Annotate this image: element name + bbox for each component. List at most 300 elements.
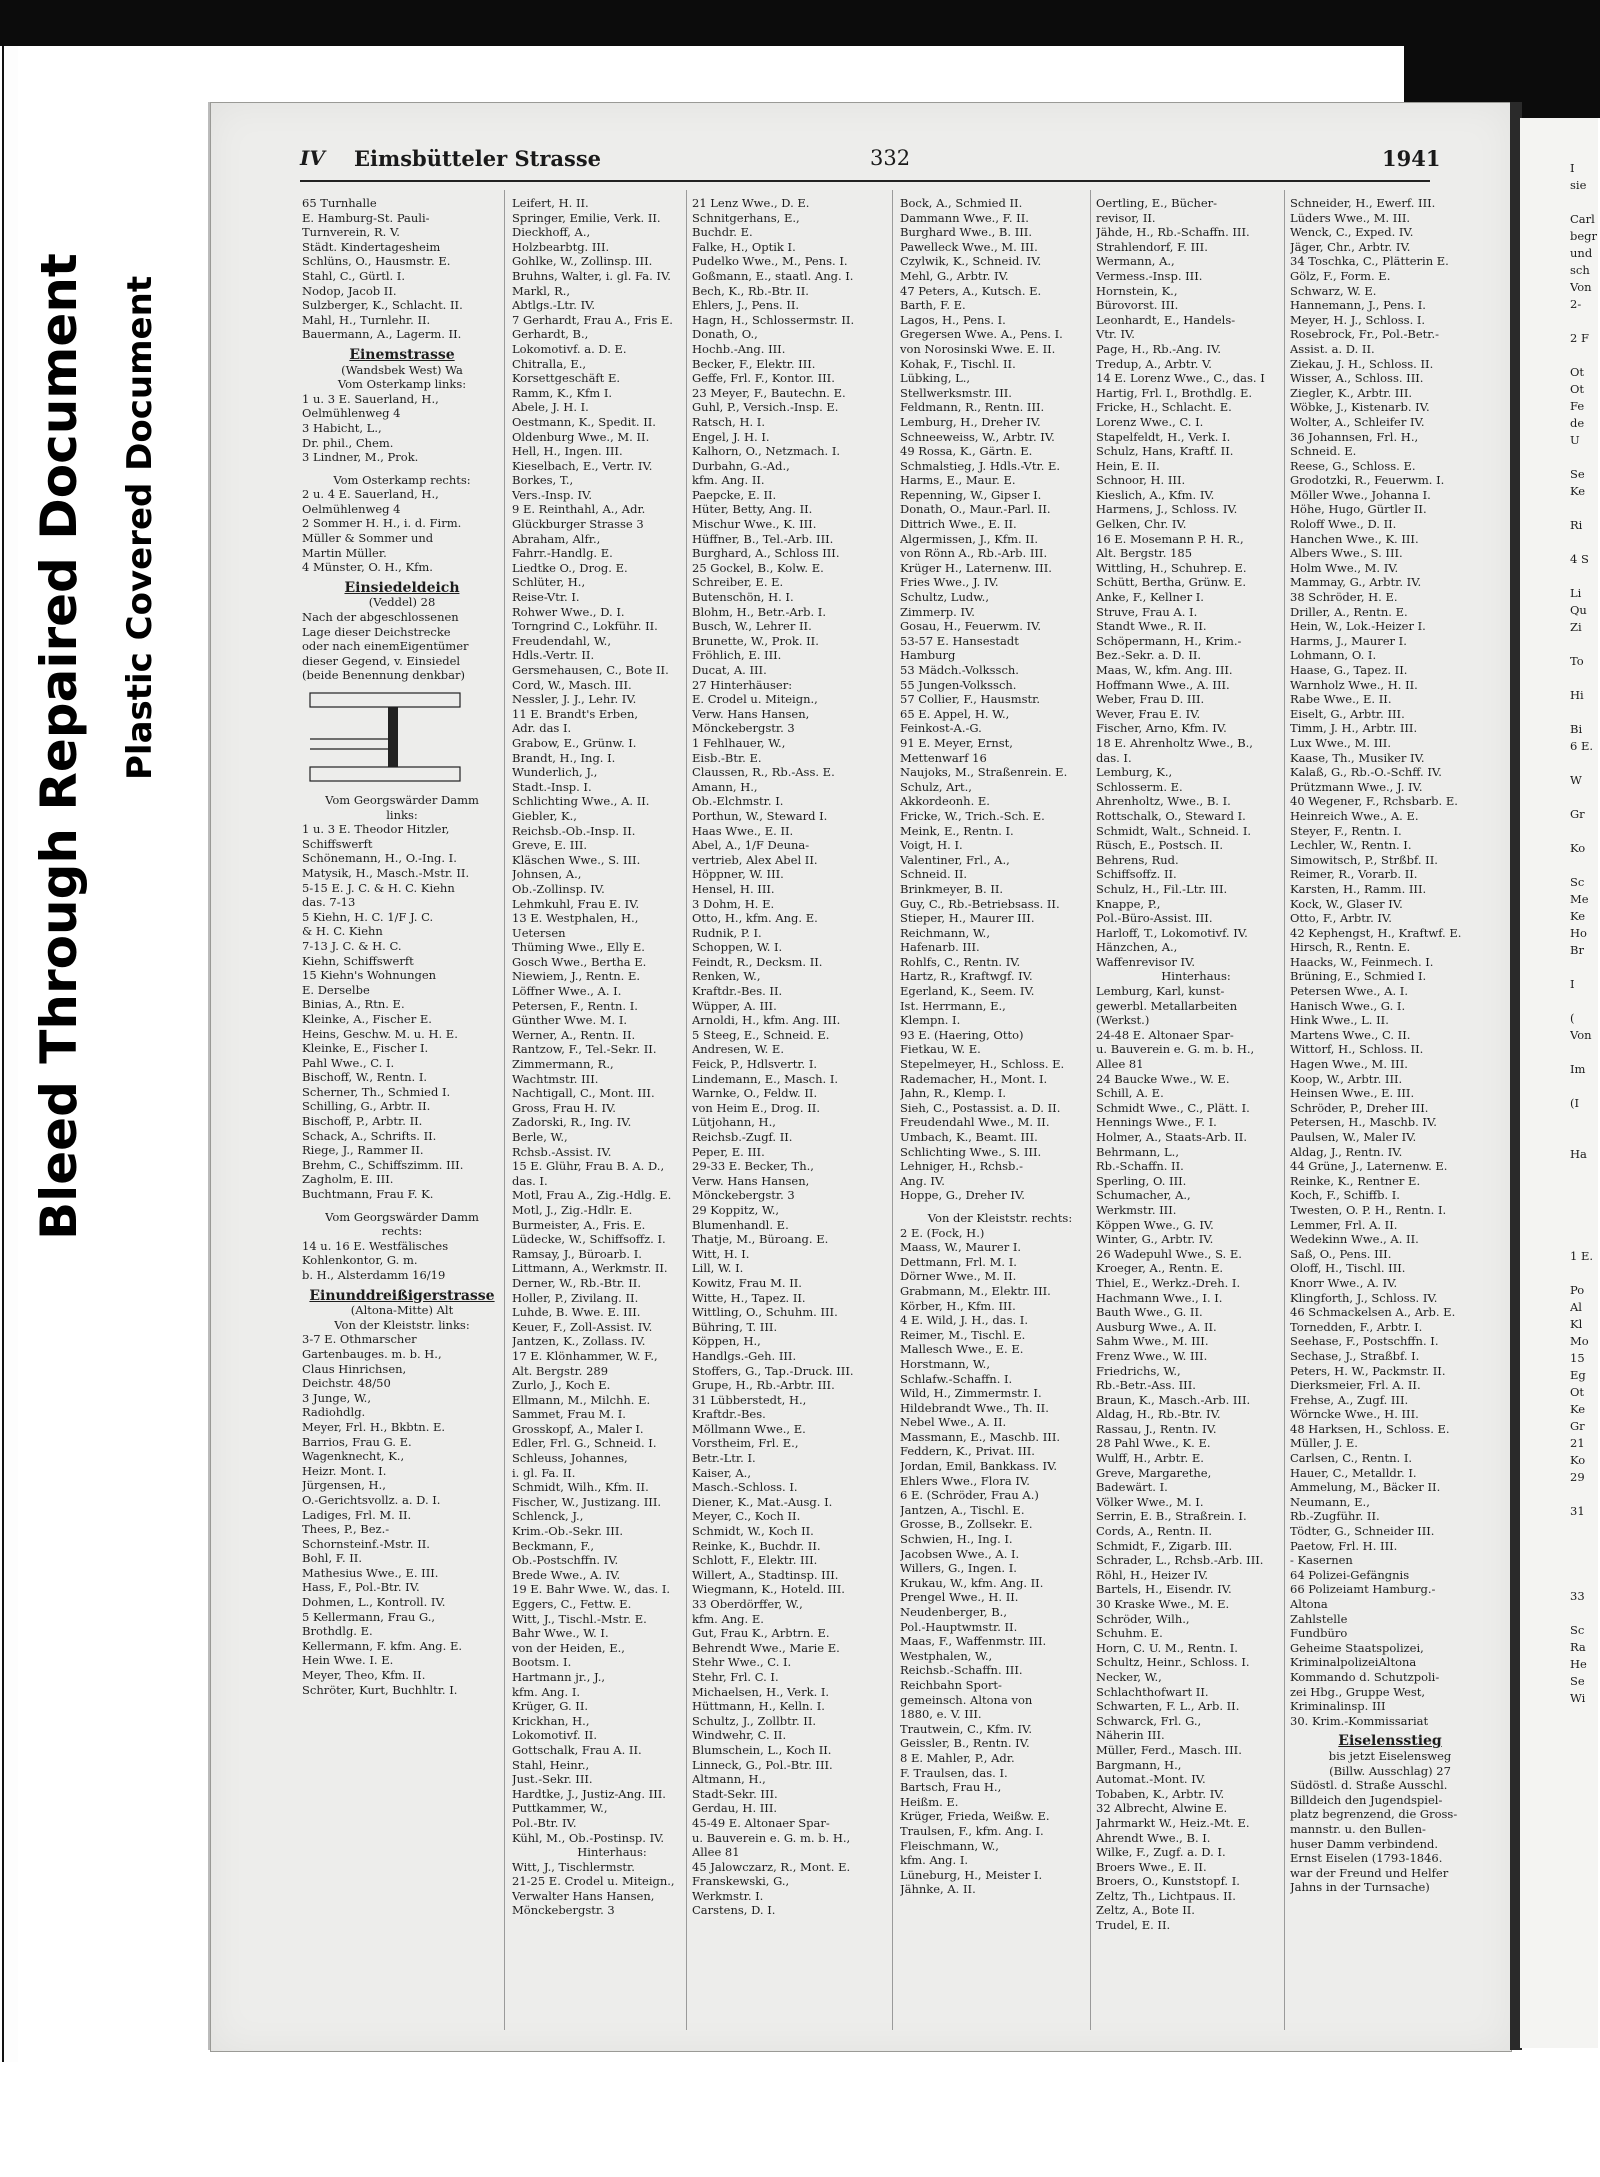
- directory-entry: Verw. Hans Hansen,: [692, 706, 810, 721]
- directory-entry: Bartels, H., Eisendr. IV.: [1096, 1582, 1232, 1597]
- directory-entry: Gut, Frau K., Arbtrn. E.: [692, 1626, 830, 1641]
- directory-entry: 93 E. (Haering, Otto): [900, 1027, 1024, 1042]
- directory-entry: Schnitgerhans, E.,: [692, 210, 800, 225]
- directory-entry: Donath, O., Maur.-Parl. II.: [900, 502, 1051, 517]
- directory-entry: 2 E. (Fock, H.): [900, 1225, 985, 1240]
- directory-entry: Röhl, H., Heizer IV.: [1096, 1567, 1208, 1582]
- directory-entry: Prützmann Wwe., J. IV.: [1290, 779, 1423, 794]
- directory-entry: Dierksmeier, Frl. A. II.: [1290, 1378, 1421, 1393]
- directory-entry: Burghard, A., Schloss III.: [692, 546, 840, 561]
- directory-entry: Frenz Wwe., W. III.: [1096, 1348, 1208, 1363]
- directory-entry: Willert, A., Stadtinsp. III.: [692, 1567, 839, 1582]
- directory-entry: Kaiser, A.,: [692, 1465, 751, 1480]
- directory-entry: Schuhm. E.: [1096, 1626, 1163, 1641]
- directory-entry: Hachmann Wwe., I. I.: [1096, 1290, 1223, 1305]
- fragment-line: [1570, 1486, 1600, 1503]
- street-section-heading: Einunddreißigerstrasse: [309, 1288, 495, 1304]
- fragment-line: 1 E.: [1570, 1249, 1594, 1263]
- directory-entry: Horstmann, W.,: [900, 1356, 990, 1371]
- directory-entry: Knorr Wwe., A. IV.: [1290, 1275, 1398, 1290]
- directory-entry: Blumenhandl. E.: [692, 1217, 789, 1232]
- directory-entry: Wüpper, A. III.: [692, 998, 777, 1013]
- directory-entry: Westphalen, W.,: [900, 1648, 993, 1663]
- directory-entry: Mönckebergstr. 3: [692, 721, 795, 736]
- directory-entry: Schulz, Art.,: [900, 779, 972, 794]
- directory-entry: Wulff, H., Arbtr. E.: [1096, 1451, 1204, 1466]
- directory-entry: Lohmann, O. I.: [1290, 648, 1377, 663]
- directory-entry: Friedrichs, W.,: [1096, 1363, 1181, 1378]
- directory-entry: Wenck, C., Exped. IV.: [1290, 225, 1414, 240]
- directory-entry: Fischer, Arno, Kfm. IV.: [1096, 721, 1227, 736]
- directory-entry: das. I.: [512, 1173, 548, 1188]
- directory-entry: Gregersen Wwe. A., Pens. I.: [900, 327, 1063, 342]
- section-note: (Altona-Mitte) Alt: [350, 1303, 454, 1318]
- directory-entry: Dörner Wwe., M. II.: [900, 1269, 1017, 1284]
- directory-entry: Standt Wwe., R. II.: [1096, 619, 1207, 634]
- directory-entry: 45 Jalowczarz, R., Mont. E.: [692, 1859, 851, 1874]
- directory-entry: Burmeister, A., Fris. E.: [512, 1217, 646, 1232]
- fragment-line: [1570, 1571, 1600, 1588]
- directory-entry: Reichbahn Sport-: [900, 1677, 1002, 1692]
- fragment-line: 15: [1570, 1351, 1585, 1365]
- fragment-line: Kl: [1570, 1317, 1583, 1331]
- directory-entry: 44 Grüne, J., Laternenw. E.: [1290, 1159, 1448, 1174]
- directory-entry: Oelmühlenweg 4: [302, 501, 401, 516]
- directory-entry: Automat.-Mont. IV.: [1096, 1772, 1206, 1787]
- fragment-line: Gr: [1570, 807, 1585, 821]
- directory-entry: Pol.-Hauptwmstr. II.: [900, 1619, 1018, 1634]
- section-note: links:: [386, 807, 418, 822]
- directory-entry: Donath, O.,: [692, 327, 758, 342]
- fragment-line: W: [1570, 773, 1582, 787]
- directory-entry: Serrin, E. B., Straßrein. I.: [1096, 1509, 1247, 1524]
- fragment-line: Se: [1570, 1674, 1585, 1688]
- fragment-line: 6 E.: [1570, 739, 1594, 753]
- directory-entry: Ob.-Zollinsp. IV.: [512, 881, 605, 896]
- directory-entry: Hell, H., Ingen. III.: [512, 444, 623, 459]
- directory-entry: 45-49 E. Altonaer Spar-: [692, 1815, 830, 1830]
- directory-entry: Feddern, K., Privat. III.: [900, 1444, 1035, 1459]
- directory-entry: Müller, J. E.: [1290, 1436, 1358, 1451]
- directory-entry: Schmidt, Wilh., Kfm. II.: [512, 1480, 649, 1495]
- directory-entry: Oertling, E., Bücher-: [1096, 196, 1218, 210]
- directory-entry: Berle, W.,: [512, 1130, 568, 1144]
- directory-entry: Kowitz, Frau M. II.: [692, 1275, 802, 1290]
- directory-entry: E. Derselbe: [302, 982, 370, 997]
- directory-entry: 3 Junge, W.,: [302, 1390, 371, 1405]
- directory-entry: Abraham, Alfr.,: [512, 531, 601, 546]
- directory-entry: Reichsb.-Schaffn. III.: [900, 1663, 1023, 1678]
- fragment-line: Ra: [1570, 1640, 1586, 1654]
- directory-entry: Warnholz Wwe., H. II.: [1290, 677, 1418, 692]
- fragment-line: Ko: [1570, 1453, 1586, 1467]
- directory-entry: Allee 81: [692, 1845, 740, 1860]
- directory-entry: Valentiner, Frl., A.,: [900, 852, 1010, 867]
- directory-entry: 2 Sommer H. H., i. d. Firm.: [302, 516, 462, 531]
- fragment-line: [1570, 568, 1600, 585]
- directory-entry: Chitralla, E.,: [512, 356, 587, 371]
- directory-entry: Kraftdr.-Bes.: [692, 1407, 766, 1422]
- directory-entry: Waffenrevisor IV.: [1096, 954, 1196, 969]
- directory-entry: kfm. Ang. II.: [692, 473, 765, 488]
- fragment-line: sch: [1570, 263, 1590, 277]
- directory-entry: Fietkau, W. E.: [900, 1042, 981, 1057]
- directory-entry: Brüning, E., Schmied I.: [1290, 969, 1427, 984]
- directory-entry: Holzbearbtg. III.: [512, 239, 610, 254]
- page-header: [300, 146, 1441, 182]
- fragment-line: U: [1570, 433, 1580, 447]
- directory-entry: Gelken, Chr. IV.: [1096, 517, 1187, 532]
- directory-entry: Bürovorst. III.: [1096, 298, 1179, 313]
- directory-entry: Mischur Wwe., K. III.: [692, 517, 817, 532]
- directory-entry: Umbach, K., Beamt. III.: [900, 1130, 1038, 1144]
- directory-entry: Claussen, R., Rb.-Ass. E.: [692, 765, 835, 780]
- fragment-line: Gr: [1570, 1419, 1585, 1433]
- directory-entry: Bauth Wwe., G. II.: [1096, 1305, 1203, 1320]
- directory-entry: 2 u. 4 E. Sauerland, H.,: [302, 487, 439, 502]
- directory-entry: Koch, F., Schiffb. I.: [1290, 1188, 1400, 1203]
- directory-entry: Hein, E. II.: [1096, 458, 1160, 473]
- directory-entry: Höhe, Hugo, Gürtler II.: [1290, 502, 1427, 517]
- directory-entry: Otto, F., Arbtr. IV.: [1290, 911, 1392, 926]
- directory-entry: Meyer, Theo, Kfm. II.: [302, 1668, 426, 1683]
- directory-entry: Feindt, R., Decksm. II.: [692, 954, 823, 969]
- directory-entry: 1 Fehlhauer, W.,: [692, 735, 786, 750]
- directory-entry: Wilke, F., Zugf. a. D. I.: [1096, 1845, 1226, 1860]
- fragment-line: [1570, 449, 1600, 466]
- section-note: Hinterhaus:: [1161, 969, 1231, 984]
- directory-entry: Schwien, H., Ing. I.: [900, 1532, 1013, 1547]
- directory-entry: Dammann Wwe., F. II.: [900, 210, 1029, 225]
- directory-entry: Schiffsoffz. II.: [1096, 867, 1177, 882]
- directory-entry: Hüffner, B., Tel.-Arb. III.: [692, 531, 834, 546]
- directory-entry: Grabmann, M., Elektr. III.: [900, 1283, 1051, 1298]
- label-bleed-through: Bleed Through Repaired Document: [30, 253, 88, 1240]
- directory-entry: Korsettgeschäft E.: [512, 371, 621, 386]
- directory-entry: Petersen, F., Rentn. I.: [512, 998, 638, 1013]
- directory-entry: Cords, A., Rentn. II.: [1096, 1524, 1213, 1539]
- directory-entry: Ramsay, J., Büroarb. I.: [512, 1246, 642, 1261]
- directory-entry: Lill, W. I.: [692, 1261, 744, 1276]
- directory-entry: Fröhlich, E. III.: [692, 648, 782, 663]
- directory-entry: Michaelsen, H., Verk. I.: [692, 1684, 830, 1699]
- directory-entry: Dettmann, Frl. M. I.: [900, 1254, 1017, 1269]
- directory-entry: Hamburg: [900, 648, 956, 663]
- directory-entry: revisor, II.: [1096, 210, 1156, 225]
- directory-entry: Nachtigall, C., Mont. III.: [512, 1086, 655, 1101]
- directory-entry: Holmer, A., Staats-Arb. II.: [1096, 1130, 1247, 1144]
- directory-entry: Oestmann, K., Spedit. II.: [512, 414, 656, 429]
- directory-entry: Twesten, O. P. H., Rentn. I.: [1290, 1202, 1447, 1217]
- fragment-line: Bi: [1570, 722, 1583, 736]
- directory-entry: Karsten, H., Ramm. III.: [1290, 881, 1427, 896]
- directory-entry: 3-7 E. Othmarscher: [302, 1332, 417, 1347]
- fragment-line: 33: [1570, 1589, 1585, 1603]
- directory-entry: Petersen, H., Maschb. IV.: [1290, 1115, 1437, 1130]
- directory-entry: Städt. Kindertagesheim: [302, 239, 441, 254]
- fragment-line: [1570, 1180, 1600, 1197]
- directory-entry: 91 E. Meyer, Ernst,: [900, 735, 1013, 750]
- directory-entry: Keuer, F., Zoll-Assist. IV.: [512, 1319, 653, 1334]
- directory-entry: Mahl, H., Turnlehr. II.: [302, 312, 431, 327]
- directory-entry: 57 Collier, F., Hausmstr.: [900, 692, 1041, 707]
- fragment-line: Ho: [1570, 926, 1587, 940]
- directory-entry: 19 E. Bahr Wwe. W., das. I.: [512, 1582, 671, 1597]
- directory-entry: Abtlgs.-Ltr. IV.: [512, 298, 596, 313]
- page-number: 332: [870, 146, 911, 170]
- directory-entry: Wörncke Wwe., H. III.: [1290, 1407, 1419, 1422]
- directory-entry: Meink, E., Rentn. I.: [900, 823, 1014, 838]
- directory-entry: Stadt.-Insp. I.: [512, 779, 592, 794]
- fragment-line: Zi: [1570, 620, 1582, 634]
- directory-entry: Jantzen, K., Zollass. IV.: [512, 1334, 646, 1349]
- directory-entry: Lechler, W., Rentn. I.: [1290, 838, 1412, 853]
- directory-entry: Mönckebergstr. 3: [692, 1188, 795, 1203]
- directory-entry: Bock, A., Schmied II.: [900, 196, 1023, 210]
- directory-entry: Reimer, R., Vorarb. II.: [1290, 867, 1418, 882]
- directory-entry: Amann, H.,: [692, 779, 758, 794]
- fragment-line: [1570, 636, 1600, 653]
- directory-entry: Hoppe, G., Dreher IV.: [900, 1188, 1025, 1203]
- directory-entry: oder nach einemEigentümer: [302, 639, 469, 654]
- directory-entry: Oloff, H., Tischl. III.: [1290, 1261, 1406, 1276]
- directory-entry: von Rönn A., Rb.-Arb. III.: [900, 546, 1048, 561]
- fragment-line: sie: [1570, 178, 1587, 192]
- section-number: IV: [300, 146, 325, 170]
- directory-entry: Hüttmann, H., Kelln. I.: [692, 1699, 825, 1714]
- directory-entry: 47 Peters, A., Kutsch. E.: [900, 283, 1042, 298]
- directory-entry: Heißm. E.: [900, 1794, 959, 1809]
- directory-entry: Littmann, A., Werkmstr. II.: [512, 1261, 668, 1276]
- directory-entry: Kohlenkontor, G. m.: [302, 1253, 418, 1268]
- directory-entry: gewerbl. Metallarbeiten: [1096, 998, 1238, 1013]
- directory-entry: Schwarck, Frl. G.,: [1096, 1713, 1202, 1728]
- directory-entry: Wagenknecht, K.,: [302, 1449, 405, 1464]
- fragment-line: (I: [1570, 1096, 1580, 1110]
- directory-entry: Jordan, Emil, Bankkass. IV.: [900, 1459, 1058, 1474]
- directory-entry: Schwarz, W. E.: [1290, 283, 1377, 298]
- directory-entry: Klempn. I.: [900, 1013, 961, 1028]
- spacer: [302, 465, 502, 473]
- directory-entry: Hagn, H., Schlossermstr. II.: [692, 312, 855, 327]
- section-note: Vom Georgswärder Damm: [325, 1209, 479, 1224]
- directory-entry: Leifert, H. II.: [512, 196, 589, 210]
- directory-entry: Löffner Wwe., A. I.: [512, 984, 622, 999]
- directory-entry: Seehase, F., Postschffn. I.: [1290, 1334, 1439, 1349]
- directory-entry: Abel, A., 1/F Deuna-: [692, 838, 810, 853]
- fragment-line: Mo: [1570, 1334, 1589, 1348]
- fragment-line: Ot: [1570, 365, 1585, 379]
- directory-entry: Pudelko Wwe., M., Pens. I.: [692, 254, 848, 269]
- directory-entry: Kühl, M., Ob.-Postinsp. IV.: [512, 1830, 665, 1845]
- directory-entry: 16 E. Mosemann P. H. R.,: [1096, 531, 1244, 546]
- directory-entry: Müller, Ferd., Masch. III.: [1096, 1742, 1242, 1757]
- directory-entry: Thiel, E., Werkz.-Dreh. I.: [1096, 1275, 1241, 1290]
- directory-entry: von Norosinski Wwe. E. II.: [900, 341, 1056, 356]
- directory-entry: Pawelleck Wwe., M. III.: [900, 239, 1038, 254]
- directory-entry: Vermess.-Insp. III.: [1096, 268, 1203, 283]
- directory-entry: Harmens, J., Schloss. IV.: [1096, 502, 1238, 517]
- directory-entry: Zahlstelle: [1290, 1611, 1348, 1626]
- directory-entry: Heinreich Wwe., A. E.: [1290, 808, 1419, 823]
- directory-entry: Mathesius Wwe., E. III.: [302, 1565, 439, 1580]
- directory-entry: Haas Wwe., E. II.: [692, 823, 794, 838]
- directory-entry: 55 Jungen-Volkssch.: [900, 677, 1017, 692]
- directory-entry: Schlichting Wwe., A. II.: [512, 794, 650, 809]
- directory-entry: zei Hbg., Gruppe West,: [1290, 1684, 1426, 1699]
- directory-entry: 8 E. Mahler, P., Adr.: [900, 1750, 1015, 1765]
- directory-entry: Arnoldi, H., kfm. Ang. III.: [692, 1013, 841, 1028]
- directory-entry: Wolter, A., Schleifer IV.: [1290, 414, 1425, 429]
- directory-entry: Franskewski, G.,: [692, 1874, 790, 1889]
- directory-entry: Reimer, M., Tischl. E.: [900, 1327, 1026, 1342]
- directory-entry: Ob.-Elchmstr. I.: [692, 794, 784, 809]
- directory-entry: Bruhns, Walter, i. gl. Fa. IV.: [512, 268, 671, 283]
- directory-entry: Günther Wwe. M. I.: [512, 1013, 628, 1028]
- directory-entry: 33 Oberdörffer, W.,: [692, 1597, 803, 1611]
- directory-entry: Hannemann, J., Pens. I.: [1290, 298, 1426, 313]
- directory-entry: Stehr, Frl. C. I.: [692, 1669, 779, 1684]
- directory-entry: Albers Wwe., S. III.: [1290, 546, 1403, 561]
- column-divider: [504, 190, 505, 2030]
- directory-entry: Abele, J. H. I.: [512, 400, 589, 415]
- directory-entry: Windwehr, C. II.: [692, 1728, 787, 1743]
- directory-entry: Schlott, F., Elektr. III.: [692, 1553, 818, 1568]
- directory-entry: Thüming Wwe., Elly E.: [512, 940, 645, 955]
- directory-entry: Wever, Frau E. IV.: [1096, 706, 1201, 721]
- directory-entry: Kommando d. Schutzpoli-: [1290, 1669, 1440, 1684]
- directory-entry: Radiohdlg.: [302, 1405, 366, 1420]
- directory-entry: Rottschalk, O., Steward I.: [1096, 808, 1246, 823]
- fragment-line: [1570, 1129, 1600, 1146]
- directory-entry: Lemburg, K.,: [1096, 765, 1173, 780]
- directory-entry: Wittling, O., Schuhm. III.: [692, 1305, 838, 1320]
- directory-entry: Geissler, B., Rentn. IV.: [900, 1736, 1030, 1751]
- directory-entry: Schröder, P., Dreher III.: [1290, 1100, 1429, 1115]
- directory-entry: Nach der abgeschlossenen: [302, 610, 459, 625]
- directory-entry: Hagen Wwe., M. III.: [1290, 1057, 1408, 1072]
- directory-entry: 28 Pahl Wwe., K. E.: [1096, 1436, 1211, 1451]
- directory-entry: Altona: [1290, 1597, 1328, 1611]
- directory-entry: 3 Habicht, L.,: [302, 420, 382, 435]
- fragment-line: [1570, 1163, 1600, 1180]
- directory-entry: Jacobsen Wwe., A. I.: [900, 1546, 1020, 1561]
- section-note: bis jetzt Eiselensweg: [1328, 1748, 1452, 1763]
- directory-entry: - Kasernen: [1290, 1553, 1353, 1568]
- directory-entry: von Heim E., Drog. II.: [692, 1100, 820, 1115]
- fragment-line: [1570, 1520, 1600, 1537]
- directory-entry: Stoffers, G., Tap.-Druck. III.: [692, 1363, 854, 1378]
- directory-entry: Johnsen, A.,: [512, 867, 582, 882]
- directory-entry: Niewiem, J., Rentn. E.: [512, 969, 641, 984]
- directory-entry: Stahl, Heinr.,: [512, 1757, 590, 1772]
- directory-entry: Nebel Wwe., A. II.: [900, 1415, 1007, 1430]
- directory-entry: Jahn, R., Klemp. I.: [900, 1086, 1007, 1101]
- directory-entry: Ladiges, Frl. M. II.: [302, 1507, 412, 1522]
- directory-entry: Blumschein, L., Koch II.: [692, 1742, 832, 1757]
- directory-entry: Burghard Wwe., B. III.: [900, 225, 1032, 240]
- directory-entry: Ernst Eiselen (1793-1846.: [1290, 1851, 1443, 1866]
- directory-entry: Rchsb.-Assist. IV.: [512, 1144, 612, 1159]
- fragment-line: 4 S: [1570, 552, 1589, 566]
- directory-entry: Edler, Frl. G., Schneid. I.: [512, 1436, 657, 1451]
- fragment-line: Wi: [1570, 1691, 1586, 1705]
- directory-entry: Andresen, W. E.: [692, 1042, 784, 1057]
- directory-entry: Brehm, C., Schiffszimm. III.: [302, 1157, 464, 1172]
- directory-entry: Knappe, P.,: [1096, 896, 1161, 911]
- directory-entry: 32 Albrecht, Alwine E.: [1096, 1801, 1228, 1816]
- directory-entry: 11 E. Brandt's Erben,: [512, 706, 639, 721]
- directory-entry: 15 E. Glühr, Frau B. A. D.,: [512, 1159, 665, 1174]
- directory-entry: Bez.-Sekr. a. D. II.: [1096, 648, 1202, 663]
- directory-entry: Gölz, F., Form. E.: [1290, 268, 1391, 283]
- directory-entry: dieser Gegend, v. Einsiedel: [302, 653, 461, 668]
- directory-entry: 7-13 J. C. & H. C.: [302, 938, 402, 953]
- directory-entry: Schwarten, F. L., Arb. II.: [1096, 1699, 1240, 1714]
- directory-entry: Ducat, A. III.: [692, 663, 767, 677]
- directory-entry: Gosch Wwe., Bertha E.: [512, 954, 647, 969]
- fragment-line: Me: [1570, 892, 1589, 906]
- directory-entry: Reese, G., Schloss. E.: [1290, 458, 1416, 473]
- directory-entry: Massmann, E., Maschb. III.: [900, 1429, 1061, 1444]
- adjacent-page-text: [1570, 160, 1600, 1707]
- directory-entry: Hartz, R., Kraftwgf. IV.: [900, 969, 1033, 984]
- directory-entry: Gartenbauges. m. b. H.,: [302, 1346, 442, 1361]
- fragment-line: [1570, 993, 1600, 1010]
- directory-entry: Lemburg, H., Dreher IV.: [900, 414, 1041, 429]
- directory-entry: Rosebrock, Fr., Pol.-Betr.-: [1290, 327, 1440, 342]
- spacer: [900, 1203, 1100, 1211]
- directory-entry: Saß, O., Pens. III.: [1290, 1246, 1392, 1261]
- directory-entry: Meyer, C., Koch II.: [692, 1509, 801, 1524]
- directory-entry: Zurlo, J., Koch E.: [512, 1378, 611, 1393]
- fragment-line: Von: [1570, 280, 1592, 294]
- directory-entry: Rassau, J., Rentn. IV.: [1096, 1421, 1217, 1436]
- directory-entry: Schöpermann, H., Krim.-: [1096, 633, 1242, 648]
- fragment-line: Sc: [1570, 875, 1585, 889]
- directory-entry: Schönemann, H., O.-Ing. I.: [302, 851, 457, 866]
- directory-entry: Stehr Wwe., C. I.: [692, 1655, 792, 1670]
- fragment-line: Hi: [1570, 688, 1584, 702]
- fragment-line: [1570, 755, 1600, 772]
- directory-entry: Busch, W., Lehrer II.: [692, 619, 812, 634]
- directory-entry: Lorenz Wwe., C. I.: [1096, 414, 1204, 429]
- directory-entry: 53 Mädch.-Volkssch.: [900, 663, 1019, 677]
- directory-entry: E. Hamburg-St. Pauli-: [302, 210, 430, 225]
- directory-entry: kfm. Ang. E.: [692, 1611, 764, 1626]
- directory-entry: Mehl, G., Arbtr. IV.: [900, 268, 1009, 283]
- directory-entry: Maas, F., Waffenmstr. III.: [900, 1634, 1047, 1649]
- directory-entry: Schoppen, W. I.: [692, 940, 783, 955]
- fragment-line: [1570, 789, 1600, 806]
- directory-entry: Lokomotivf. II.: [512, 1728, 597, 1743]
- directory-entry: Greve, E. III.: [512, 838, 588, 853]
- directory-entry: Billdeich den Jugendspiel-: [1290, 1792, 1443, 1807]
- directory-entry: 65 Turnhalle: [302, 196, 377, 210]
- year: 1941: [1382, 146, 1441, 171]
- directory-entry: Schilling, G., Arbtr. II.: [302, 1099, 431, 1114]
- directory-entry: Ammelung, M., Bäcker II.: [1290, 1480, 1441, 1495]
- directory-entry: Witt, J., Tischl.-Mstr. E.: [512, 1611, 647, 1626]
- directory-entry: Trautwein, C., Kfm. IV.: [900, 1721, 1033, 1736]
- directory-entry: Sieh, C., Postassist. a. D. II.: [900, 1100, 1061, 1115]
- directory-entry: Stahl, C., Gürtl. I.: [302, 268, 406, 283]
- fragment-line: Ke: [1570, 1402, 1586, 1416]
- directory-entry: 13 E. Westphalen, H.,: [512, 911, 639, 926]
- directory-entry: Aldag, H., Rb.-Btr. IV.: [1096, 1407, 1221, 1422]
- directory-entry: Leonhardt, E., Handels-: [1096, 312, 1236, 327]
- directory-entry: Schill, A. E.: [1096, 1086, 1164, 1101]
